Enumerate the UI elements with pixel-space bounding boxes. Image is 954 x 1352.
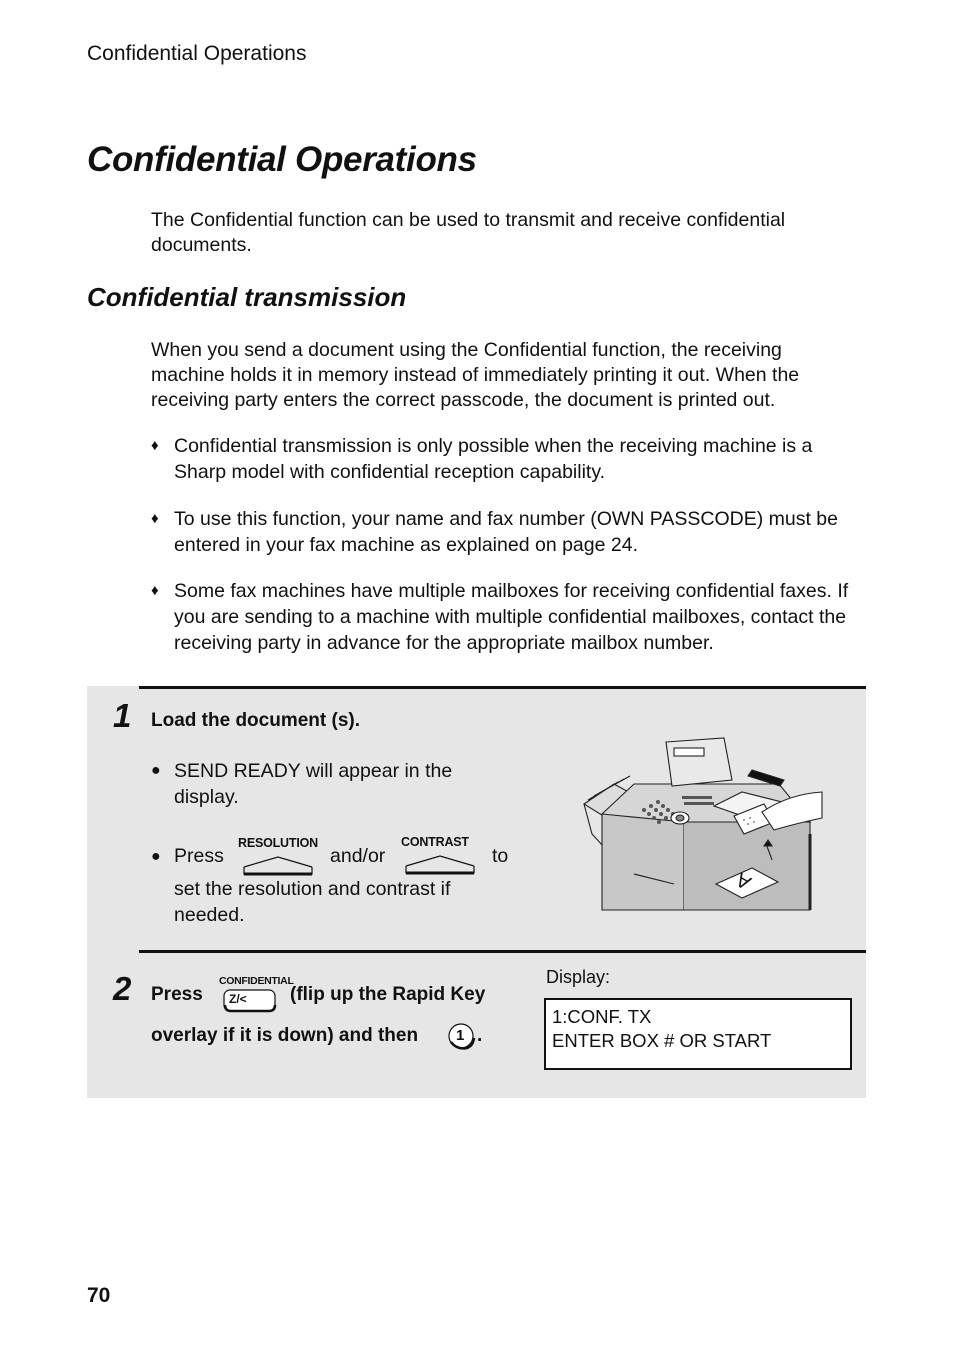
display-line-2: ENTER BOX # OR START: [552, 1030, 772, 1051]
step-instruction: overlay if it is down) and then: [151, 1025, 419, 1046]
resolution-key-label: RESOLUTION: [238, 836, 318, 850]
step-bullet-text: set the resolution and contrast if needed.: [174, 878, 451, 926]
resolution-key-icon: [242, 855, 314, 877]
running-header: Confidential Operations: [87, 42, 307, 65]
step-bullet: [151, 758, 491, 810]
diamond-bullet-icon: ♦: [151, 582, 159, 599]
step-divider: [139, 950, 866, 953]
confidential-key-face: Z/<: [229, 992, 247, 1006]
display-line-1: 1:CONF. TX: [552, 1006, 652, 1027]
display-label: Display:: [546, 967, 611, 987]
diamond-bullet-icon: ♦: [151, 510, 159, 527]
step-bullet-text: SEND READY will appear in the display.: [174, 760, 453, 808]
lcd-display: [544, 998, 852, 1070]
page-title: Confidential Operations: [87, 140, 477, 179]
section-paragraph: When you send a document using the Confidential function, the receiving machine holds it in memory instead of immediately printing it out. When the receiving party enters the correct passcode, the document is printed out.: [151, 339, 800, 411]
step-divider: [139, 686, 866, 689]
list-item-text: Confidential transmission is only possible when the receiving machine is a Sharp model with confidential reception capability.: [174, 435, 813, 483]
step-number: 2: [113, 970, 132, 1007]
list-item-text: Some fax machines have multiple mailboxes for receiving confidential faxes. If you are sending to a machine with multiple confidential mailboxes, contact the receiving party in advance for the appropriate mailbox number.: [174, 580, 849, 654]
step-instruction: (flip up the Rapid Key: [290, 984, 486, 1005]
dot-bullet-icon: ●: [151, 848, 161, 865]
fax-machine-illustration: [574, 734, 824, 912]
list-item: [151, 506, 851, 558]
contrast-key-label: CONTRAST: [401, 835, 469, 849]
dot-bullet-icon: ●: [151, 762, 161, 779]
press-text: Press: [174, 845, 224, 867]
one-key-face: 1: [456, 1027, 465, 1044]
step-number: 1: [113, 697, 132, 734]
intro-paragraph: The Confidential function can be used to transmit and receive confidential documents.: [151, 209, 786, 256]
list-item-text: To use this function, your name and fax number (OWN PASSCODE) must be entered in your fax machine as explained on page 24.: [174, 508, 838, 556]
press-text: Press: [151, 984, 203, 1005]
document-letter: A: [732, 867, 755, 894]
diamond-bullet-icon: ♦: [151, 437, 159, 454]
step-title: Load the document (s).: [151, 710, 360, 731]
one-key-icon: [447, 1022, 475, 1050]
list-item: [151, 578, 851, 656]
to-text: to: [492, 845, 509, 867]
confidential-key-icon: [223, 989, 275, 1011]
confidential-key-label: CONFIDENTIAL: [219, 975, 294, 987]
period-text: .: [477, 1025, 483, 1046]
section-title: Confidential transmission: [87, 282, 407, 312]
list-item: [151, 433, 851, 485]
page-number: 70: [87, 1284, 111, 1307]
contrast-key-icon: [404, 854, 476, 876]
andor-text: and/or: [330, 845, 386, 867]
